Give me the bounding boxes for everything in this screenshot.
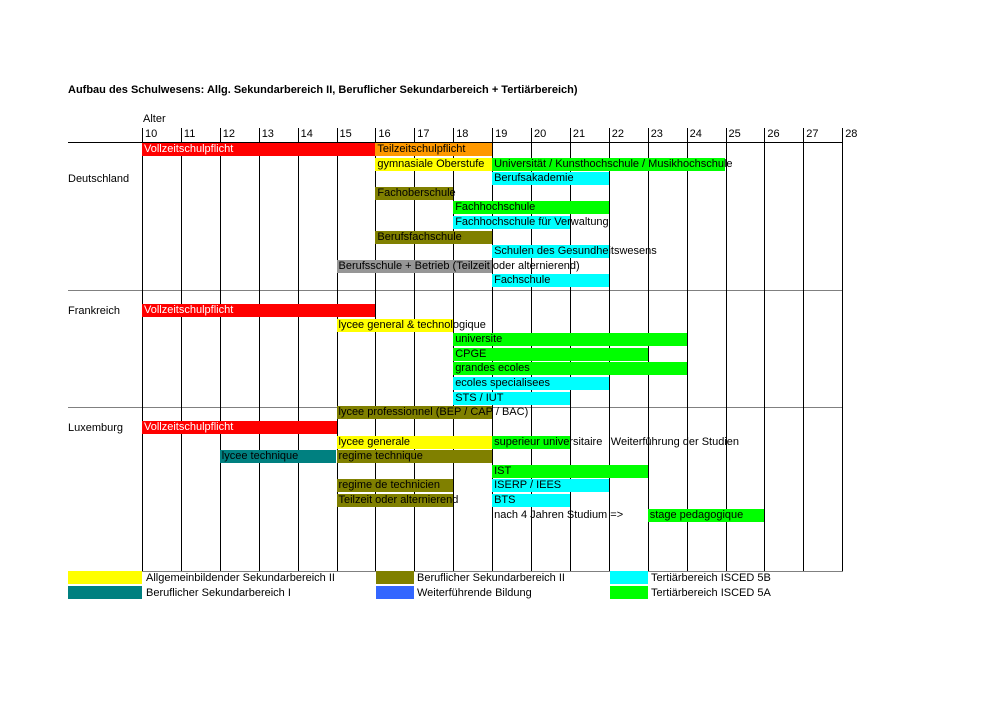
x-tick-label: 23	[650, 128, 663, 140]
legend-swatch	[610, 586, 648, 599]
x-tick-label: 26	[767, 128, 780, 140]
grid-line	[259, 128, 260, 571]
gantt-bar-label: Universität / Kunsthochschule / Musikhochschule	[494, 157, 733, 170]
legend-label: Tertiärbereich ISCED 5B	[651, 572, 771, 584]
legend-swatch	[68, 586, 142, 599]
legend-label: Beruflicher Sekundarbereich II	[417, 572, 565, 584]
gantt-bar-label: Fachoberschule	[377, 186, 456, 199]
gantt-bar-label: Berufsfachschule	[377, 230, 462, 243]
gantt-bar-label: stage pedagogique	[649, 508, 744, 521]
gantt-bar-label: IST	[494, 464, 512, 477]
grid-line	[298, 128, 299, 571]
gantt-bar-label: grandes ecoles	[455, 362, 530, 375]
section-separator	[68, 290, 843, 291]
gantt-bar-label: regime technique	[338, 450, 423, 463]
gantt-bar-label: Vollzeitschulpflicht	[144, 143, 234, 155]
gantt-bar-label: BTS	[494, 494, 516, 506]
grid-line	[181, 128, 182, 571]
gantt-bar-label: Vollzeitschulpflicht	[144, 304, 234, 316]
gantt-bar-label: Vollzeitschulpflicht	[144, 421, 234, 433]
legend-swatch	[376, 571, 414, 584]
gantt-bar-label: lycee professionnel (BEP / CAP / BAC)	[338, 406, 529, 419]
x-tick-label: 10	[145, 128, 158, 140]
x-tick-label: 24	[689, 128, 702, 140]
x-tick-label: 13	[261, 128, 274, 140]
gantt-bar	[492, 465, 648, 478]
legend-label: Weiterführende Bildung	[417, 587, 532, 599]
x-tick-label: 22	[611, 128, 625, 140]
grid-line	[726, 128, 727, 571]
gantt-bar-label: Teilzeitschulpflicht	[377, 143, 466, 155]
x-tick-label: 28	[845, 128, 858, 140]
chart-title: Aufbau des Schulwesens: Allg. Sekundarbereich II, Beruflicher Sekundarbereich + Tertiärbereich)	[68, 84, 578, 96]
grid-line	[764, 128, 765, 571]
grid-line	[842, 128, 843, 571]
gantt-bar-label: Teilzeit oder alternierend	[338, 494, 459, 506]
legend-swatch	[610, 571, 648, 584]
x-tick-label: 25	[728, 128, 741, 140]
x-tick-label: 16	[378, 128, 391, 140]
x-tick-label: 15	[339, 128, 352, 140]
grid-line	[687, 128, 688, 571]
gantt-bar-label: lycee generale	[338, 435, 411, 448]
legend-swatch	[376, 586, 414, 599]
gantt-bar-label: STS / IUT	[455, 391, 504, 404]
x-tick-label: 19	[495, 128, 508, 140]
x-tick-label: 27	[806, 128, 819, 140]
legend-label: Allgemeinbildender Sekundarbereich II	[146, 572, 335, 584]
x-tick-label: 14	[300, 128, 313, 140]
gantt-bar-label: nach 4 Jahren Studium =>	[494, 508, 624, 521]
gantt-bar-label: Fachhochschule für Verwaltung	[455, 216, 609, 228]
legend-label: Beruflicher Sekundarbereich I	[146, 587, 291, 599]
grid-line	[648, 128, 649, 571]
grid-line	[220, 128, 221, 571]
gantt-bar-label: Fachschule	[494, 274, 551, 287]
gantt-bar-label: Fachhochschule	[455, 201, 536, 214]
x-tick-label: 21	[572, 128, 586, 140]
gantt-bar-label: superieur universitaire	[494, 435, 603, 448]
gantt-bar-label: CPGE	[455, 347, 487, 360]
x-tick-label: 20	[534, 128, 547, 140]
gantt-bar-label: Berufsschule + Betrieb (Teilzeit oder alternierend)	[338, 259, 580, 272]
x-tick-label: 17	[417, 128, 430, 140]
gantt-bar-label: Berufsakademie	[494, 172, 574, 185]
country-label: Luxemburg	[68, 422, 124, 434]
gantt-bar-label: universite	[455, 333, 503, 346]
gantt-bar-label: ISERP / IEES	[494, 479, 562, 492]
gantt-bar-label: Schulen des Gesundheitswesens	[494, 245, 657, 258]
gantt-bar-label: ecoles specialisees	[455, 377, 550, 389]
country-label: Deutschland	[68, 173, 130, 185]
grid-line	[803, 128, 804, 571]
x-axis-label: Alter	[143, 113, 166, 125]
legend-label: Tertiärbereich ISCED 5A	[651, 587, 771, 599]
gantt-bar-label: lycee technique	[221, 450, 299, 463]
x-tick-label: 11	[183, 128, 196, 140]
gantt-bar-label: regime de technicien	[338, 479, 441, 492]
x-tick-label: 12	[222, 128, 236, 140]
legend-swatch	[68, 571, 142, 584]
gantt-bar-label: Weiterführung der Studien	[610, 435, 740, 448]
country-label: Frankreich	[68, 305, 120, 317]
grid-line	[142, 128, 143, 571]
gantt-bar-label: gymnasiale Oberstufe	[377, 157, 485, 170]
gantt-bar-label: lycee general & technologique	[338, 318, 486, 331]
x-tick-label: 18	[456, 128, 469, 140]
